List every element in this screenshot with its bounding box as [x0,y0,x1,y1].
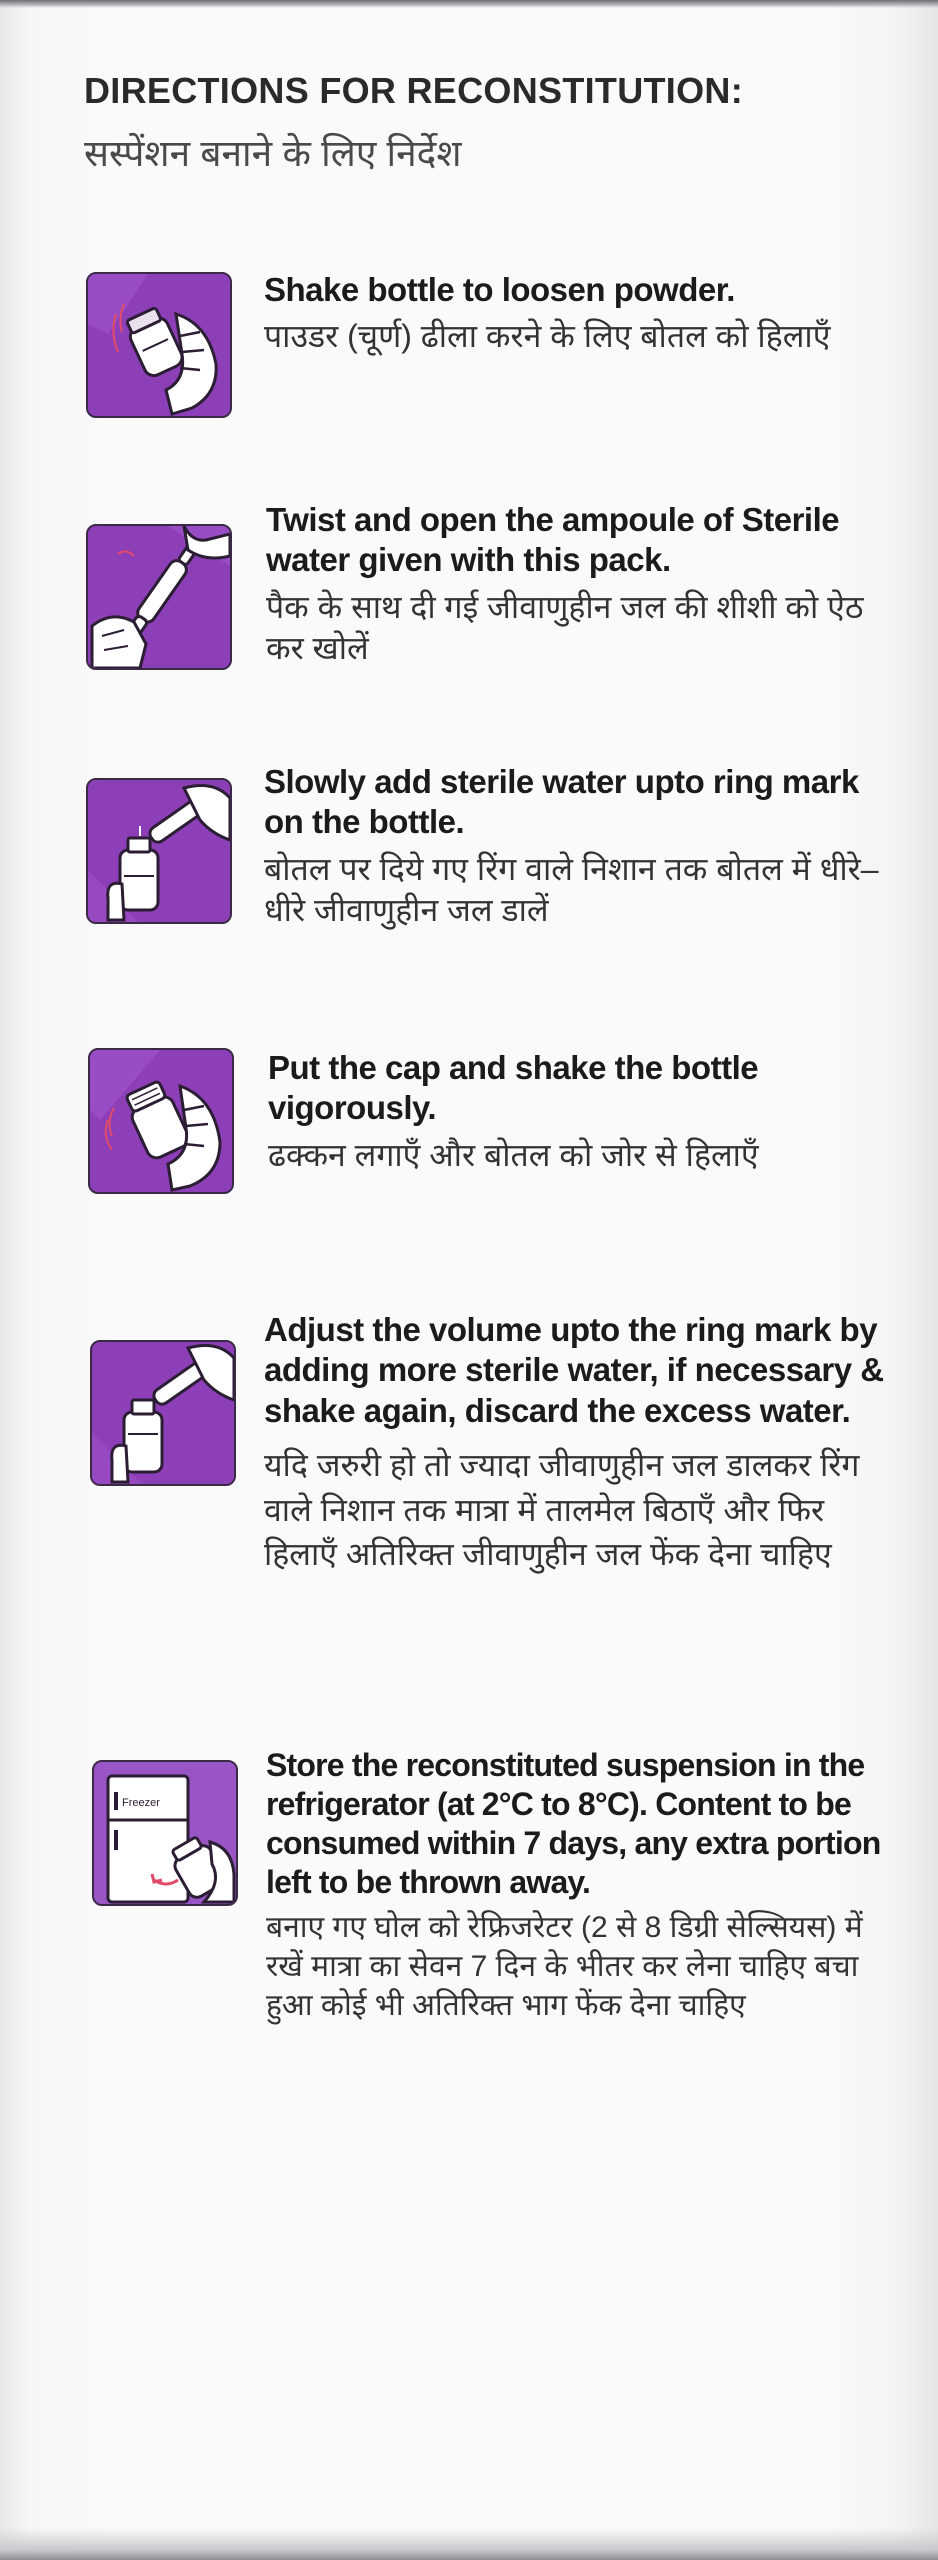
carton-bottom-edge [0,2528,938,2560]
page-title: DIRECTIONS FOR RECONSTITUTION: [84,70,743,111]
directions-header [84,70,844,177]
step-4-text [268,1048,908,1176]
cap-and-shake-icon [88,1048,234,1194]
adjust-volume-icon [90,1340,236,1486]
step-3-text [264,762,904,932]
page-title-hindi: सस्पेंशन बनाने के लिए निर्देश [84,133,462,174]
step-2-instruction: Twist and open the ampoule of Sterile water given with this pack. [266,501,840,579]
step-1-instruction: Shake bottle to loosen powder. [264,271,735,308]
step-5-instruction-hindi: यदि जरुरी हो तो ज्यादा जीवाणुहीन जल डालकर रिंग वाले निशान तक मात्रा में तालमेल बिठाएँ और फिर हिलाएँ अतिरिक्त जीवाणुहीन जल फेंक देना चाहिए [264,1446,860,1573]
step-5-instruction: Adjust the volume upto the ring mark by adding more sterile water, if necessary & shake again, discard the excess water. [264,1311,884,1429]
open-ampoule-icon [86,524,232,670]
shake-bottle-icon [86,272,232,418]
step-1-instruction-hindi: पाउडर (चूर्ण) ढीला करने के लिए बोतल को हिलाएँ [264,318,831,355]
step-5-text [264,1310,904,1577]
step-6-instruction-hindi: बनाए गए घोल को रेफ्रिजरेटर (2 से 8 डिग्री सेल्सियस) में रखें मात्रा का सेवन 7 दिन के भीतर कर लेना चाहिए बचा हुआ कोई भी अतिरिक्त भाग फेंक देना चाहिए [266,1911,863,2023]
freezer-label: Freezer [122,1797,160,1809]
step-1-text [264,270,904,358]
add-water-icon [86,778,232,924]
step-3-instruction: Slowly add sterile water upto ring mark on the bottle. [264,763,859,841]
step-2-instruction-hindi: पैक के साथ दी गई जीवाणुहीन जल की शीशी को ऐठ कर खोलें [266,588,864,667]
step-3-instruction-hindi: बोतल पर दिये गए रिंग वाले निशान तक बोतल में धीरे–धीरे जीवाणुहीन जल डालें [264,850,879,929]
step-4-instruction: Put the cap and shake the bottle vigorously. [268,1049,759,1127]
step-6-text [266,1746,906,2025]
step-4-instruction-hindi: ढक्कन लगाएँ और बोतल को जोर से हिलाएँ [268,1136,759,1173]
refrigerator-icon [92,1760,238,1906]
carton-top-edge [0,0,938,8]
step-2-text [266,500,906,670]
step-6-instruction: Store the reconstituted suspension in the refrigerator (at 2°C to 8°C). Content to be consumed within 7 days, any extra portion left to be thrown away. [266,1747,881,1901]
